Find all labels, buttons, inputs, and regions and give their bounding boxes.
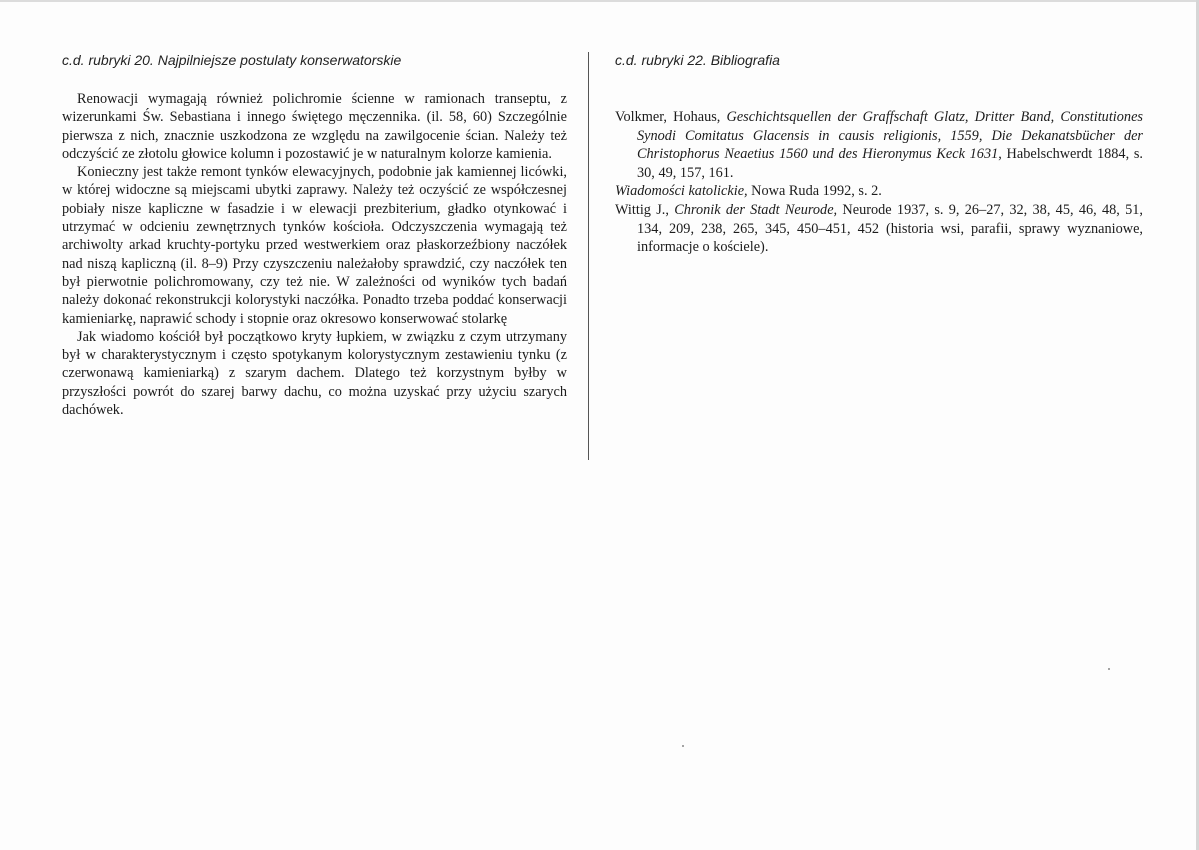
entry-title: Chronik der Stadt Neurode, — [674, 201, 838, 218]
bibliography-entry — [615, 201, 1143, 257]
entry-details: , Habelschwerdt 1884, s. 30, 49, 157, 161. — [637, 146, 1144, 181]
scan-edge — [0, 0, 1199, 2]
entry-author: Volkmer, Hohaus, — [615, 109, 727, 125]
right-heading: c.d. rubryki 22. Bibliografia — [615, 52, 780, 68]
entry-author: Wittig J., — [615, 201, 675, 218]
entry-title: Wiadomości katolickie, — [615, 183, 748, 200]
bibliography-entry — [615, 108, 1143, 182]
left-heading: c.d. rubryki 20. Najpilniejsze postulaty konserwatorskie — [62, 52, 402, 68]
entry-details: Neurode 1937, s. 9, 26–27, 32, 38, 45, 46, 48, 51, 134, 209, 238, 265, 345, 450–451, 452 (historia wsi, parafii, sprawy wyznaniowe, informacje o kościele). — [637, 201, 1143, 256]
bibliography-entry — [615, 182, 1143, 201]
paragraph: Jak wiadomo kościół był początkowo kryty łupkiem, w związku z czym utrzymany był w charakterystycznym i często spotykanym kolorystycznym zestawieniu tynku (z czerwonawą kamieniarką) z szarym dachem. Dlatego też korzystnym byłby w przyszłości powrót do szarej barwy dachu, co można uzyskać przy użyciu szarych dachówek. — [62, 328, 567, 419]
paragraph: Konieczny jest także remont tynków elewacyjnych, podobnie jak kamiennej licówki, w której widoczne są miejscami ubytki zaprawy. Należy też oczyścić ze współczesnej pobiały nisze kapliczne w fasadzie i w elewacji prezbiterium, gładko otynkować i utrzymać w odcieniu zewnętrznych tynków kościoła. Odczyszczenia wymagają też archiwolty arkad kruchty-portyku przed westwerkiem oraz płaskorzeźbiony naczółek nad niszą kapliczną (il. 8–9) Przy czyszczeniu należałoby sprawdzić, czy naczółek ten był pierwotnie polichromowany, czy też nie. W zależności od wyników tych badań należy dokonać rekonstrukcji kolorystyki naczółka. Ponadto trzeba poddać konserwacji kamieniarkę, naprawić schody i stopnie oraz okresowo konserwować stolarkę — [62, 164, 567, 327]
entry-details: Nowa Ruda 1992, s. 2. — [747, 183, 882, 200]
left-body — [62, 90, 567, 419]
entry-title: Geschichtsquellen der Graffschaft Glatz, Dritter Band, Constitutiones Synodi Comitatus Glacensis in causis religionis, 1559, Die Dekanatsbücher der Christophorus Neaetius 1560 und des Hieronymus Keck 1631 — [637, 109, 1143, 163]
scan-speck — [1108, 668, 1110, 670]
paragraph: Renowacji wymagają również polichromie ścienne w ramionach transeptu, z wizerunkami Św. Sebastiana i innego świętego męczennika. (il. 58, 60) Szczególnie pierwsza z nich, znacznie uszkodzona ze względu na zawilgocenie ścian. Należy też odczyścić ze złotolu głowice kolumn i pozostawić je w naturalnym kolorze kamienia. — [62, 91, 567, 162]
column-divider — [588, 52, 589, 460]
scan-speck — [682, 745, 684, 747]
bibliography-list — [615, 108, 1143, 257]
